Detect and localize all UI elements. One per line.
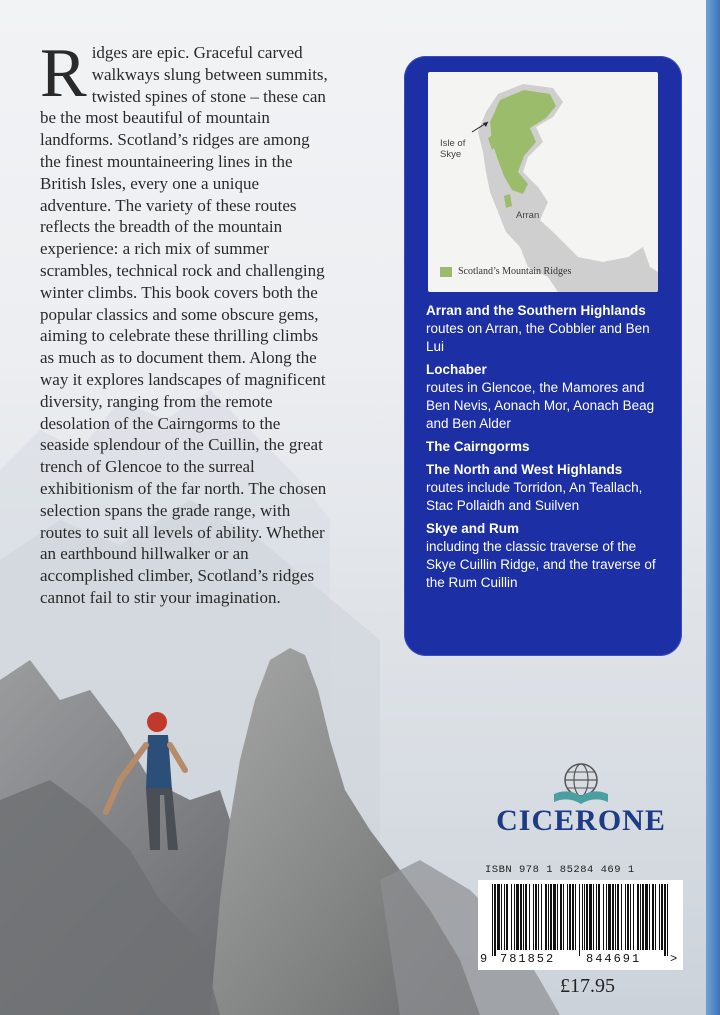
barcode-bar <box>598 884 600 950</box>
region-item <box>426 438 666 456</box>
barcode-bar <box>525 884 527 950</box>
barcode-bar <box>575 884 576 950</box>
legend-swatch <box>440 267 452 277</box>
barcode-bar <box>661 884 663 950</box>
barcode-digit-lead: 9 <box>480 952 488 966</box>
barcode-bar <box>548 884 549 950</box>
barcode <box>478 880 683 970</box>
barcode-bar <box>659 884 660 950</box>
barcode-bar <box>642 884 644 950</box>
barcode-bar <box>625 884 626 950</box>
region-list <box>426 302 666 597</box>
region-name: Arran and the Southern Highlands <box>426 303 646 318</box>
region-name: The North and West Highlands <box>426 462 623 477</box>
scotland-map <box>428 72 658 292</box>
barcode-bar <box>514 884 515 950</box>
blurb-body: idges are epic. Graceful carved walkways slung between summits, twisted spines of stone – these can be the most beautiful of mountain landforms. Scotland’s ridges are among the finest mountaineering lines in the British Isles, every one a unique adventure. The variety of these routes reflects the breadth of the mountain experience: a rich mix of summer scrambles, technical rock and challenging winter climbs. This book covers both the popular classics and some obscure gems, aiming to celebrate these thrilling climbs as much as to document them. Along the way it explores landscapes of magnificent diversity, ranging from the remote desolation of the Cairngorms to the seaside splendour of the Cuillin, the great trench of Glencoe to the surreal exhibitionism of the far north. The chosen selection spans the grade range, with routes to suit all levels of ability. Whether an earthbound hillwalker or an accomplished climber, Scotland’s ridges cannot fail to stir your imagination. <box>40 43 328 607</box>
barcode-bar <box>640 884 641 950</box>
barcode-bar <box>511 884 512 950</box>
barcode-bar <box>649 884 650 950</box>
barcode-bar <box>615 884 616 950</box>
region-desc: routes on Arran, the Cobbler and Ben Lui <box>426 321 650 354</box>
barcode-bar <box>617 884 619 950</box>
barcode-bar <box>538 884 539 950</box>
barcode-bar <box>596 884 597 950</box>
barcode-bar <box>586 884 588 950</box>
barcode-digits-left: 781852 <box>500 952 556 966</box>
barcode-bar <box>667 884 668 956</box>
barcode-bar <box>504 884 505 950</box>
barcode-bar <box>637 884 639 950</box>
region-item <box>426 461 666 515</box>
barcode-bar <box>627 884 629 950</box>
barcode-bar <box>553 884 556 950</box>
blurb-text <box>40 35 330 609</box>
barcode-bar <box>501 884 502 950</box>
barcode-bar <box>563 884 564 950</box>
barcode-bar <box>579 884 580 956</box>
barcode-bar <box>606 884 607 950</box>
barcode-bar <box>664 884 666 956</box>
barcode-bar <box>541 884 542 950</box>
region-desc: including the classic traverse of the Skye Cuillin Ridge, and the traverse of the Rum Cuillin <box>426 539 656 590</box>
region-item <box>426 361 666 433</box>
barcode-bar <box>655 884 656 950</box>
region-name: The Cairngorms <box>426 439 530 454</box>
barcode-bar <box>633 884 634 950</box>
barcode-bar <box>533 884 534 950</box>
publisher-logo <box>496 758 666 848</box>
barcode-bar <box>567 884 568 950</box>
barcode-bar <box>569 884 571 950</box>
region-name: Skye and Rum <box>426 521 520 536</box>
barcode-bar <box>557 884 558 950</box>
barcode-bar <box>560 884 562 950</box>
map-graphic <box>428 72 658 292</box>
barcode-bar <box>608 884 611 950</box>
map-label-skye: Isle of Skye <box>440 138 466 160</box>
barcode-bar <box>612 884 614 950</box>
barcode-bar <box>529 884 530 950</box>
barcode-quiet-mark: > <box>670 952 678 966</box>
isbn-label: ISBN 978 1 85284 469 1 <box>485 864 635 876</box>
barcode-bar <box>584 884 585 950</box>
price: £17.95 <box>560 975 615 997</box>
barcode-bar <box>545 884 547 950</box>
barcode-bar <box>572 884 574 950</box>
region-item <box>426 520 666 592</box>
barcode-bar <box>516 884 519 950</box>
contents-panel <box>404 56 682 656</box>
barcode-bar <box>630 884 631 950</box>
barcode-bar <box>645 884 648 950</box>
barcode-bar <box>497 884 500 950</box>
barcode-bar <box>535 884 537 950</box>
barcode-bar <box>506 884 508 950</box>
barcode-bar <box>603 884 604 950</box>
map-label-arran: Arran <box>516 210 540 221</box>
barcode-bar <box>523 884 524 950</box>
barcode-bar <box>520 884 522 950</box>
legend-label: Scotland’s Mountain Ridges <box>458 266 572 277</box>
region-item <box>426 302 666 356</box>
barcode-bar <box>492 884 493 956</box>
barcode-bar <box>621 884 622 950</box>
region-desc: routes in Glencoe, the Mamores and Ben Nevis, Aonach Mor, Aonach Beag and Ben Alder <box>426 380 655 431</box>
region-name: Lochaber <box>426 362 487 377</box>
globe-book-icon <box>496 758 666 808</box>
region-desc: routes include Torridon, An Teallach, Stac Pollaidh and Suilven <box>426 480 643 513</box>
barcode-bar <box>494 884 496 956</box>
barcode-bar <box>582 884 583 950</box>
barcode-bar <box>550 884 552 950</box>
publisher-name: CICERONE <box>496 804 666 837</box>
barcode-bar <box>652 884 654 950</box>
barcode-bar <box>593 884 594 950</box>
spine-edge <box>706 0 720 1015</box>
barcode-bar <box>589 884 592 950</box>
drop-cap: R <box>40 35 87 112</box>
barcode-digits-right: 844691 <box>586 952 642 966</box>
